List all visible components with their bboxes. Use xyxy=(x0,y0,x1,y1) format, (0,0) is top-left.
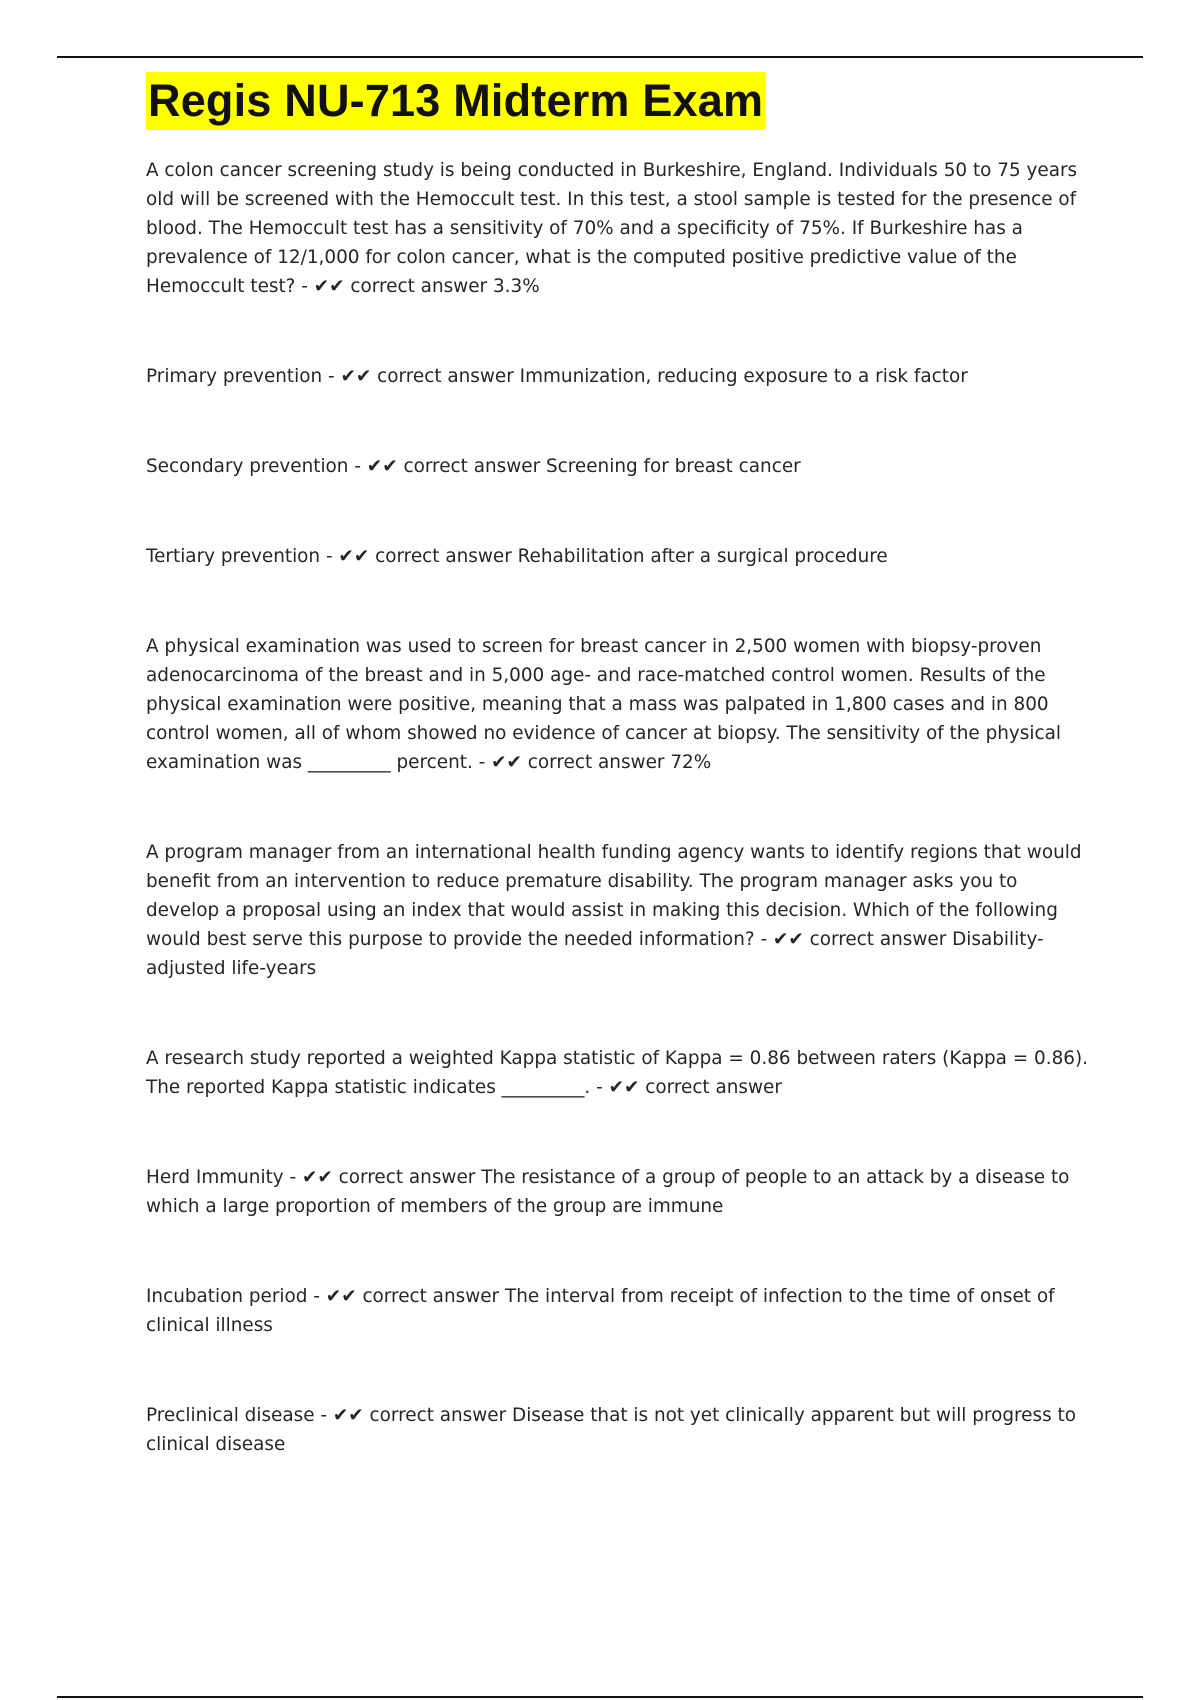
qa-answer: Disease that is not yet clinically apparent but will progress to clinical disease xyxy=(146,1405,1082,1455)
qa-item xyxy=(146,632,1096,777)
qa-answer: Immunization, reducing exposure to a risk factor xyxy=(519,366,968,387)
qa-answer: 72% xyxy=(670,752,712,773)
qa-separator: - ✔✔ correct answer xyxy=(307,1286,505,1307)
qa-question: A physical examination was used to screen for breast cancer in 2,500 women with biopsy-proven adenocarcinoma of the breast and in 5,000 age- and race-matched control women. Results of the physical examination were positive, meaning that a mass was palpated in 1,800 cases and in 800 control women, all of whom showed no evidence of cancer at biopsy. The sensitivity of the physical examination was _________ percent. xyxy=(146,636,1067,773)
qa-answer: 3.3% xyxy=(492,276,540,297)
qa-question: A program manager from an international health funding agency wants to identify regions that would benefit from an intervention to reduce premature disability. The program manager asks you to develop a proposal using an index that would assist in making this decision. Which of the following would best serve this purpose to provide the needed information? xyxy=(146,842,1088,950)
document-title: Regis NU-713 Midterm Exam xyxy=(146,72,765,130)
document-body xyxy=(146,72,1096,1459)
qa-answer: The interval from receipt of infection to the time of onset of clinical illness xyxy=(146,1286,1061,1336)
qa-question: Secondary prevention xyxy=(146,456,349,477)
qa-separator: - ✔✔ correct answer xyxy=(754,929,953,950)
qa-question: A colon cancer screening study is being conducted in Burkeshire, England. Individuals 50 to 75 years old will be screened with the Hemoccult test. In this test, a stool sample is tested for the presence of blood. The Hemoccult test has a sensitivity of 70% and a specificity of 75%. If Burkeshire has a prevalence of 12/1,000 for colon cancer, what is the computed positive predictive value of the Hemoccult test? xyxy=(146,160,1083,297)
qa-question: Primary prevention xyxy=(146,366,323,387)
qa-item xyxy=(146,1401,1096,1459)
qa-answer: The resistance of a group of people to an attack by a disease to which a large proportion of members of the group are immune xyxy=(146,1167,1076,1217)
qa-question: A research study reported a weighted Kappa statistic of Kappa = 0.86 between raters (Kappa = 0.86). The reported Kappa statistic indicates _________. xyxy=(146,1048,1094,1098)
qa-separator: - ✔✔ correct answer xyxy=(295,276,493,297)
qa-separator: - ✔✔ correct answer xyxy=(314,1405,513,1426)
qa-item xyxy=(146,1282,1096,1340)
qa-list xyxy=(146,156,1096,1459)
qa-item xyxy=(146,1163,1096,1221)
qa-item xyxy=(146,542,1096,571)
qa-answer: Disability-adjusted life-years xyxy=(146,929,1044,979)
top-rule xyxy=(57,56,1143,58)
qa-item xyxy=(146,838,1096,983)
qa-question: Preclinical disease xyxy=(146,1405,315,1426)
bottom-rule xyxy=(57,1696,1143,1698)
qa-question: Tertiary prevention xyxy=(146,546,321,567)
qa-item xyxy=(146,362,1096,391)
qa-separator: - ✔✔ correct answer xyxy=(322,366,520,387)
qa-separator: - ✔✔ correct answer xyxy=(320,546,518,567)
qa-separator: - ✔✔ correct answer xyxy=(472,752,671,773)
qa-item xyxy=(146,452,1096,481)
qa-separator: - ✔✔ correct answer xyxy=(590,1077,782,1098)
qa-question: Herd Immunity xyxy=(146,1167,284,1188)
qa-separator: - ✔✔ correct answer xyxy=(348,456,546,477)
qa-question: Incubation period xyxy=(146,1286,308,1307)
qa-item xyxy=(146,1044,1096,1102)
qa-separator: - ✔✔ correct answer xyxy=(283,1167,482,1188)
qa-answer: Rehabilitation after a surgical procedure xyxy=(517,546,888,567)
qa-item xyxy=(146,156,1096,301)
qa-answer: Screening for breast cancer xyxy=(545,456,801,477)
